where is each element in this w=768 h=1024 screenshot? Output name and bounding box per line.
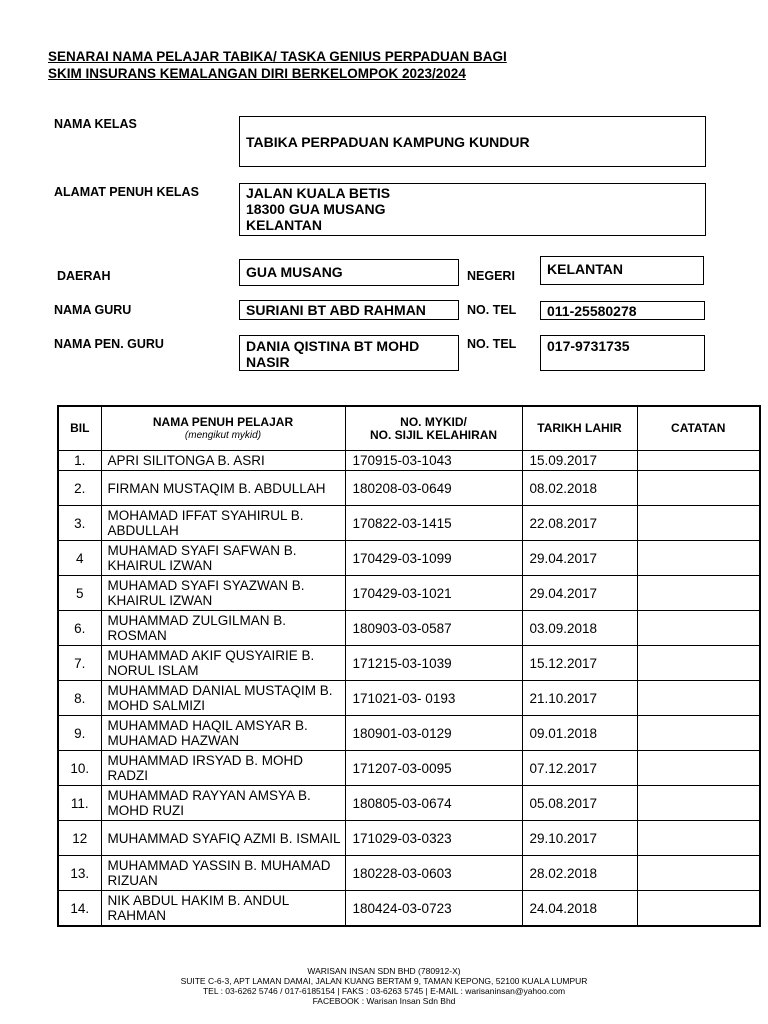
row-tarikh-lahir: 29.04.2017 — [522, 541, 637, 576]
table-row — [58, 856, 760, 891]
row-tarikh-lahir: 08.02.2018 — [522, 471, 637, 506]
title-line-1: SENARAI NAMA PELAJAR TABIKA/ TASKA GENIUS PERPADUAN BAGI — [48, 49, 507, 64]
row-tarikh-lahir: 21.10.2017 — [522, 681, 637, 716]
header-nama-sub: (mengikut mykid) — [184, 429, 262, 441]
row-catatan — [637, 751, 760, 786]
row-mykid: 171207-03-0095 — [345, 751, 522, 786]
pen-guru-tel-field: 017-9731735 — [540, 335, 705, 371]
nama-pen-guru-label: NAMA PEN. GURU — [54, 337, 164, 351]
footer — [0, 966, 768, 1006]
row-catatan — [637, 716, 760, 751]
row-catatan — [637, 856, 760, 891]
row-tarikh-lahir: 29.04.2017 — [522, 576, 637, 611]
row-nama: MUHAMMAD DANIAL MUSTAQIM B. MOHD SALMIZI — [101, 681, 345, 716]
row-catatan — [637, 821, 760, 856]
header-bil: BIL — [58, 406, 101, 451]
row-bil: 4 — [58, 541, 101, 576]
row-bil: 5 — [58, 576, 101, 611]
row-tarikh-lahir: 22.08.2017 — [522, 506, 637, 541]
daerah-label: DAERAH — [57, 269, 111, 283]
header-nama — [101, 406, 345, 451]
row-nama: MUHAMMAD IRSYAD B. MOHD RADZI — [101, 751, 345, 786]
row-bil: 2. — [58, 471, 101, 506]
row-bil: 6. — [58, 611, 101, 646]
row-mykid: 170429-03-1099 — [345, 541, 522, 576]
table-row — [58, 471, 760, 506]
row-tarikh-lahir: 07.12.2017 — [522, 751, 637, 786]
row-bil: 7. — [58, 646, 101, 681]
row-bil: 9. — [58, 716, 101, 751]
negeri-label: NEGERI — [467, 269, 515, 283]
row-tarikh-lahir: 15.12.2017 — [522, 646, 637, 681]
row-tarikh-lahir: 29.10.2017 — [522, 821, 637, 856]
row-mykid: 170822-03-1415 — [345, 506, 522, 541]
table-row — [58, 751, 760, 786]
row-catatan — [637, 451, 760, 471]
row-mykid: 180903-03-0587 — [345, 611, 522, 646]
row-catatan — [637, 471, 760, 506]
table-row — [58, 716, 760, 751]
student-table — [57, 405, 761, 927]
row-nama: APRI SILITONGA B. ASRI — [101, 451, 345, 471]
table-row — [58, 786, 760, 821]
row-catatan — [637, 646, 760, 681]
row-mykid: 171215-03-1039 — [345, 646, 522, 681]
row-mykid: 170915-03-1043 — [345, 451, 522, 471]
nama-pen-guru-field: DANIA QISTINA BT MOHD NASIR — [239, 335, 459, 371]
row-tarikh-lahir: 28.02.2018 — [522, 856, 637, 891]
negeri-field: KELANTAN — [540, 256, 704, 285]
row-bil: 1. — [58, 451, 101, 471]
row-tarikh-lahir: 05.08.2017 — [522, 786, 637, 821]
header-nama-title: NAMA PENUH PELAJAR — [152, 414, 294, 429]
row-mykid: 180208-03-0649 — [345, 471, 522, 506]
header-catatan: CATATAN — [637, 406, 760, 451]
row-nama: FIRMAN MUSTAQIM B. ABDULLAH — [101, 471, 345, 506]
row-catatan — [637, 611, 760, 646]
nama-kelas-label: NAMA KELAS — [54, 117, 137, 131]
nama-kelas-field: TABIKA PERPADUAN KAMPUNG KUNDUR — [239, 116, 706, 167]
title-line-2: SKIM INSURANS KEMALANGAN DIRI BERKELOMPOK 2023/2024 — [48, 66, 466, 81]
row-catatan — [637, 681, 760, 716]
row-nama: MUHAMMAD SYAFIQ AZMI B. ISMAIL — [101, 821, 345, 856]
daerah-field: GUA MUSANG — [239, 259, 459, 286]
table-row — [58, 891, 760, 927]
row-bil: 10. — [58, 751, 101, 786]
row-mykid: 180228-03-0603 — [345, 856, 522, 891]
table-row — [58, 451, 760, 471]
row-mykid: 171029-03-0323 — [345, 821, 522, 856]
footer-address: SUITE C-6-3, APT LAMAN DAMAI, JALAN KUANG BERTAM 9, TAMAN KEPONG, 52100 KUALA LUMPUR — [180, 976, 588, 986]
no-tel-label: NO. TEL — [467, 303, 517, 317]
row-bil: 8. — [58, 681, 101, 716]
row-catatan — [637, 786, 760, 821]
row-mykid: 171021-03- 0193 — [345, 681, 522, 716]
table-row — [58, 646, 760, 681]
table-row — [58, 541, 760, 576]
alamat-field: JALAN KUALA BETIS 18300 GUA MUSANG KELANTAN — [239, 183, 706, 236]
table-row — [58, 821, 760, 856]
row-nama: MUHAMAD SYAFI SAFWAN B. KHAIRUL IZWAN — [101, 541, 345, 576]
row-nama: MUHAMMAD YASSIN B. MUHAMAD RIZUAN — [101, 856, 345, 891]
row-catatan — [637, 576, 760, 611]
row-mykid: 180805-03-0674 — [345, 786, 522, 821]
row-nama: MUHAMMAD HAQIL AMSYAR B. MUHAMAD HAZWAN — [101, 716, 345, 751]
row-nama: NIK ABDUL HAKIM B. ANDUL RAHMAN — [101, 891, 345, 927]
row-catatan — [637, 506, 760, 541]
row-bil: 13. — [58, 856, 101, 891]
row-tarikh-lahir: 24.04.2018 — [522, 891, 637, 927]
footer-company: WARISAN INSAN SDN BHD (780912-X) — [307, 966, 461, 976]
row-nama: MOHAMAD IFFAT SYAHIRUL B. ABDULLAH — [101, 506, 345, 541]
row-nama: MUHAMMAD RAYYAN AMSYA B. MOHD RUZI — [101, 786, 345, 821]
row-catatan — [637, 541, 760, 576]
row-catatan — [637, 891, 760, 927]
footer-facebook: FACEBOOK : Warisan Insan Sdn Bhd — [312, 996, 456, 1006]
row-nama: MUHAMAD SYAFI SYAZWAN B. KHAIRUL IZWAN — [101, 576, 345, 611]
row-bil: 11. — [58, 786, 101, 821]
row-nama: MUHAMMAD AKIF QUSYAIRIE B. NORUL ISLAM — [101, 646, 345, 681]
row-tarikh-lahir: 03.09.2018 — [522, 611, 637, 646]
row-mykid: 180424-03-0723 — [345, 891, 522, 927]
nama-guru-label: NAMA GURU — [54, 303, 132, 317]
row-tarikh-lahir: 09.01.2018 — [522, 716, 637, 751]
alamat-label: ALAMAT PENUH KELAS — [54, 185, 199, 199]
header-mykid-line2: NO. SIJIL KELAHIRAN — [369, 427, 498, 442]
footer-contact: TEL : 03-6262 5746 / 017-6185154 | FAKS : 03-6263 5745 | E-MAIL : warisaninsan@yahoo.com — [202, 986, 566, 996]
table-row — [58, 576, 760, 611]
header-tarikh: TARIKH LAHIR — [522, 406, 637, 451]
row-mykid: 170429-03-1021 — [345, 576, 522, 611]
row-bil: 12 — [58, 821, 101, 856]
row-bil: 3. — [58, 506, 101, 541]
table-row — [58, 681, 760, 716]
nama-guru-field: SURIANI BT ABD RAHMAN — [239, 300, 459, 320]
row-mykid: 180901-03-0129 — [345, 716, 522, 751]
table-row — [58, 611, 760, 646]
header-mykid-line1: NO. MYKID/ — [400, 414, 467, 429]
table-body — [58, 451, 760, 927]
document-title — [48, 48, 728, 82]
row-bil: 14. — [58, 891, 101, 927]
table-header-row — [58, 406, 760, 451]
guru-tel-field: 011-25580278 — [540, 301, 705, 320]
row-tarikh-lahir: 15.09.2017 — [522, 451, 637, 471]
table-row — [58, 506, 760, 541]
no-tel-2-label: NO. TEL — [467, 337, 517, 351]
header-mykid — [345, 406, 522, 451]
row-nama: MUHAMMAD ZULGILMAN B. ROSMAN — [101, 611, 345, 646]
